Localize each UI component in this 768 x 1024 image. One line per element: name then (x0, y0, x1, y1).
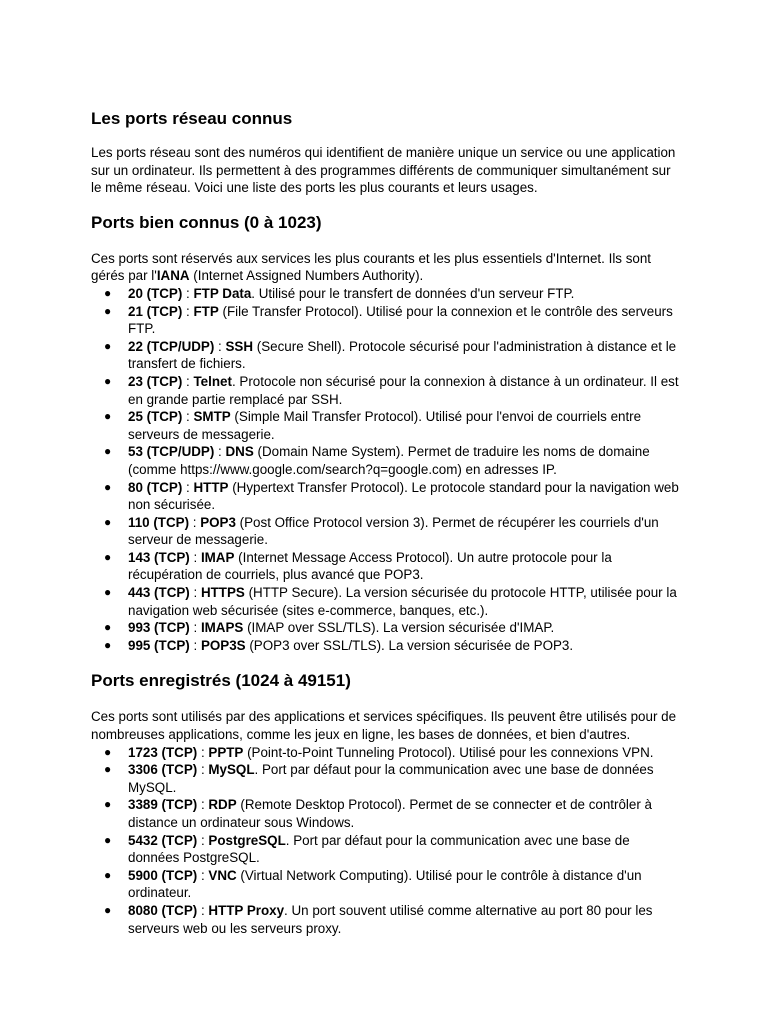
separator: : (214, 338, 226, 354)
protocol-description: (Remote Desktop Protocol). Permet de se connecter et de contrôler à distance un ordinateur sous Windows. (128, 797, 652, 830)
list-item (91, 408, 680, 443)
bullet-icon: ● (104, 285, 112, 300)
separator: : (197, 762, 209, 778)
port-number: 110 (TCP) (128, 514, 190, 530)
protocol-description: (Hypertext Transfer Protocol). Le protocole standard pour la navigation web non sécurisée. (128, 479, 679, 513)
bullet-icon: ● (104, 444, 112, 459)
bullet-icon: ● (104, 832, 112, 847)
bullet-icon: ● (104, 338, 112, 353)
list-item (91, 303, 680, 338)
bullet-icon: ● (104, 762, 112, 777)
list-item (91, 867, 680, 902)
well-known-desc-before: Ces ports sont réservés aux services les plus courants et les plus essentiels d'Internet. Ils sont gérés par l' (91, 250, 652, 284)
well-known-desc-after: (Internet Assigned Numbers Authority). (189, 268, 424, 284)
port-number: 53 (TCP/UDP) (128, 444, 215, 460)
list-item (91, 514, 680, 549)
separator: : (197, 902, 209, 918)
protocol-description: (File Transfer Protocol). Utilisé pour la connexion et le contrôle des serveurs FTP. (128, 303, 673, 337)
bullet-icon: ● (104, 620, 112, 635)
protocol-name: HTTPS (200, 585, 245, 601)
list-item (91, 619, 680, 637)
list-item (91, 637, 680, 655)
separator: : (182, 303, 194, 319)
separator: : (182, 479, 194, 495)
bullet-icon: ● (104, 549, 112, 564)
protocol-description: . Utilisé pour le transfert de données d'un serveur FTP. (251, 285, 575, 301)
list-item (91, 902, 680, 937)
section-heading-well-known: Ports bien connus (0 à 1023) (91, 212, 322, 232)
port-number: 443 (TCP) (128, 585, 190, 601)
protocol-name: PostgreSQL (208, 832, 286, 848)
list-item (91, 832, 680, 867)
port-number: 8080 (TCP) (128, 902, 198, 918)
protocol-description: . Un port souvent utilisé comme alternative au port 80 pour les serveurs web ou les serveurs proxy. (128, 902, 653, 936)
page-title: Les ports réseau connus (91, 109, 293, 128)
well-known-description (91, 250, 680, 285)
port-number: 3389 (TCP) (128, 797, 198, 813)
protocol-name: MySQL (208, 762, 255, 778)
separator: : (182, 409, 194, 425)
separator: : (182, 373, 194, 389)
protocol-description: . Port par défaut pour la communication avec une base de données PostgreSQL. (128, 832, 630, 866)
separator: : (214, 444, 226, 460)
list-item (91, 584, 680, 619)
list-item (91, 549, 680, 584)
port-number: 20 (TCP) (128, 285, 183, 301)
list-item (91, 479, 680, 514)
protocol-description: . Protocole non sécurisé pour la connexion à distance à un ordinateur. Il est en grande partie remplacé par SSH. (128, 373, 679, 407)
protocol-description: . Port par défaut pour la communication avec une base de données MySQL. (128, 762, 654, 795)
separator: : (189, 549, 201, 565)
port-number: 143 (TCP) (128, 549, 190, 565)
protocol-name: DNS (225, 444, 254, 460)
bullet-icon: ● (104, 585, 112, 600)
port-number: 21 (TCP) (128, 303, 183, 319)
well-known-ports-list (91, 285, 680, 654)
protocol-description: (Internet Message Access Protocol). Un autre protocole pour la récupération de courriels, plus avancé que POP3. (128, 549, 612, 583)
bullet-icon: ● (104, 409, 112, 424)
bullet-icon: ● (104, 514, 112, 529)
protocol-name: PPTP (208, 744, 244, 760)
protocol-name: SSH (225, 338, 254, 354)
section-heading-registered: Ports enregistrés (1024 à 49151) (91, 671, 351, 691)
port-number: 995 (TCP) (128, 637, 190, 653)
protocol-name: HTTP Proxy (208, 902, 285, 918)
port-number: 25 (TCP) (128, 409, 183, 425)
separator: : (189, 585, 201, 601)
protocol-description: (POP3 over SSL/TLS). La version sécurisée de POP3. (245, 637, 574, 653)
separator: : (182, 285, 194, 301)
protocol-description: (Virtual Network Computing). Utilisé pour le contrôle à distance d'un ordinateur. (128, 867, 642, 901)
port-number: 3306 (TCP) (128, 762, 198, 778)
list-item (91, 761, 680, 796)
list-item (91, 744, 680, 762)
port-number: 993 (TCP) (128, 620, 190, 636)
protocol-name: POP3S (200, 637, 246, 653)
port-number: 22 (TCP/UDP) (128, 338, 215, 354)
separator: : (189, 620, 201, 636)
port-number: 5432 (TCP) (128, 832, 198, 848)
protocol-description: (Point-to-Point Tunneling Protocol). Utilisé pour les connexions VPN. (243, 744, 654, 760)
protocol-name: IMAPS (200, 620, 244, 636)
port-number: 1723 (TCP) (128, 744, 198, 760)
list-item (91, 796, 680, 831)
protocol-description: (Post Office Protocol version 3). Permet de récupérer les courriels d'un serveur de messagerie. (128, 514, 659, 548)
protocol-name: IMAP (200, 549, 235, 565)
bullet-icon: ● (104, 373, 112, 388)
protocol-name: Telnet (193, 373, 232, 389)
protocol-description: (IMAP over SSL/TLS). La version sécurisée d'IMAP. (243, 620, 555, 636)
port-number: 5900 (TCP) (128, 867, 198, 883)
protocol-name: HTTP (193, 479, 229, 495)
protocol-name: POP3 (200, 514, 236, 530)
protocol-name: FTP (193, 303, 219, 319)
bullet-icon: ● (104, 744, 112, 759)
port-number: 80 (TCP) (128, 479, 183, 495)
bullet-icon: ● (104, 637, 112, 652)
list-item (91, 285, 680, 303)
protocol-description: (Secure Shell). Protocole sécurisé pour l'administration à distance et le transfert de fichiers. (128, 338, 677, 372)
bullet-icon: ● (104, 902, 112, 917)
separator: : (189, 514, 201, 530)
protocol-description: (HTTP Secure). La version sécurisée du protocole HTTP, utilisée pour la navigation web sécurisée (sites e-commerce, banques, etc.). (128, 585, 677, 618)
protocol-description: (Simple Mail Transfer Protocol). Utilisé pour l'envoi de courriels entre serveurs de messagerie. (128, 409, 642, 442)
port-number: 23 (TCP) (128, 373, 183, 389)
list-item (91, 373, 680, 408)
bullet-icon: ● (104, 479, 112, 494)
registered-description: Ces ports sont utilisés par des applications et services spécifiques. Ils peuvent être utilisés pour de nombreuses applications, comme les jeux en ligne, les bases de données, et bien d'autres. (91, 709, 677, 743)
list-item (91, 443, 680, 478)
well-known-desc-iana: IANA (156, 268, 190, 284)
separator: : (197, 867, 209, 883)
separator: : (189, 637, 201, 653)
bullet-icon: ● (104, 867, 112, 882)
registered-ports-list (91, 744, 680, 938)
protocol-name: FTP Data (193, 285, 252, 301)
intro-paragraph: Les ports réseau sont des numéros qui identifient de manière unique un service ou une application sur un ordinateur. Ils permettent à des programmes différents de communiquer simultanément sur le même réseau. Voici une liste des ports les plus courants et leurs usages. (91, 145, 676, 196)
protocol-description: (Domain Name System). Permet de traduire les noms de domaine (comme https://www.google.com/search?q=google.com) en adresses IP. (128, 444, 650, 477)
separator: : (197, 744, 209, 760)
bullet-icon: ● (104, 303, 112, 318)
protocol-name: SMTP (193, 409, 231, 425)
separator: : (197, 797, 209, 813)
protocol-name: VNC (208, 867, 237, 883)
separator: : (197, 832, 209, 848)
bullet-icon: ● (104, 797, 112, 812)
list-item (91, 338, 680, 373)
protocol-name: RDP (208, 797, 237, 813)
